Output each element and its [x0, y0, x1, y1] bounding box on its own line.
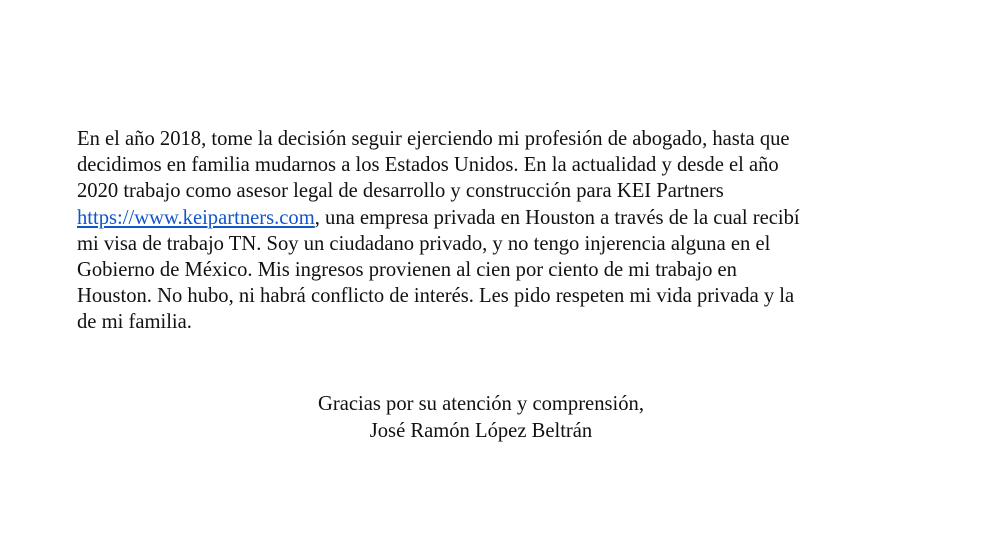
paragraph-line: [77, 205, 887, 231]
statement-paragraph: [77, 126, 887, 336]
paragraph-line: mi visa de trabajo TN. Soy un ciudadano privado, y no tengo injerencia alguna en el: [77, 232, 771, 255]
paragraph-line: decidimos en familia mudarnos a los Estados Unidos. En la actualidad y desde el año: [77, 154, 779, 177]
keipartners-link[interactable]: https://www.keipartners.com: [77, 206, 315, 229]
paragraph-line: En el año 2018, tome la decisión seguir ejerciendo mi profesión de abogado, hasta que: [77, 128, 790, 150]
paragraph-line: Houston. No hubo, ni habrá conflicto de interés. Les pido respeten mi vida privada y la: [77, 285, 795, 308]
closing-block: [0, 391, 962, 444]
paragraph-line: 2020 trabajo como asesor legal de desarrollo y construcción para KEI Partners: [77, 180, 724, 203]
paragraph-line-rest: , una empresa privada en Houston a través de la cual recibí: [314, 206, 800, 229]
paragraph-line: de mi familia.: [77, 311, 192, 334]
closing-thanks: Gracias por su atención y comprensión,: [318, 393, 644, 415]
paragraph-line: Gobierno de México. Mis ingresos provienen al cien por ciento de mi trabajo en: [77, 259, 737, 282]
signature-name: José Ramón López Beltrán: [369, 419, 593, 442]
